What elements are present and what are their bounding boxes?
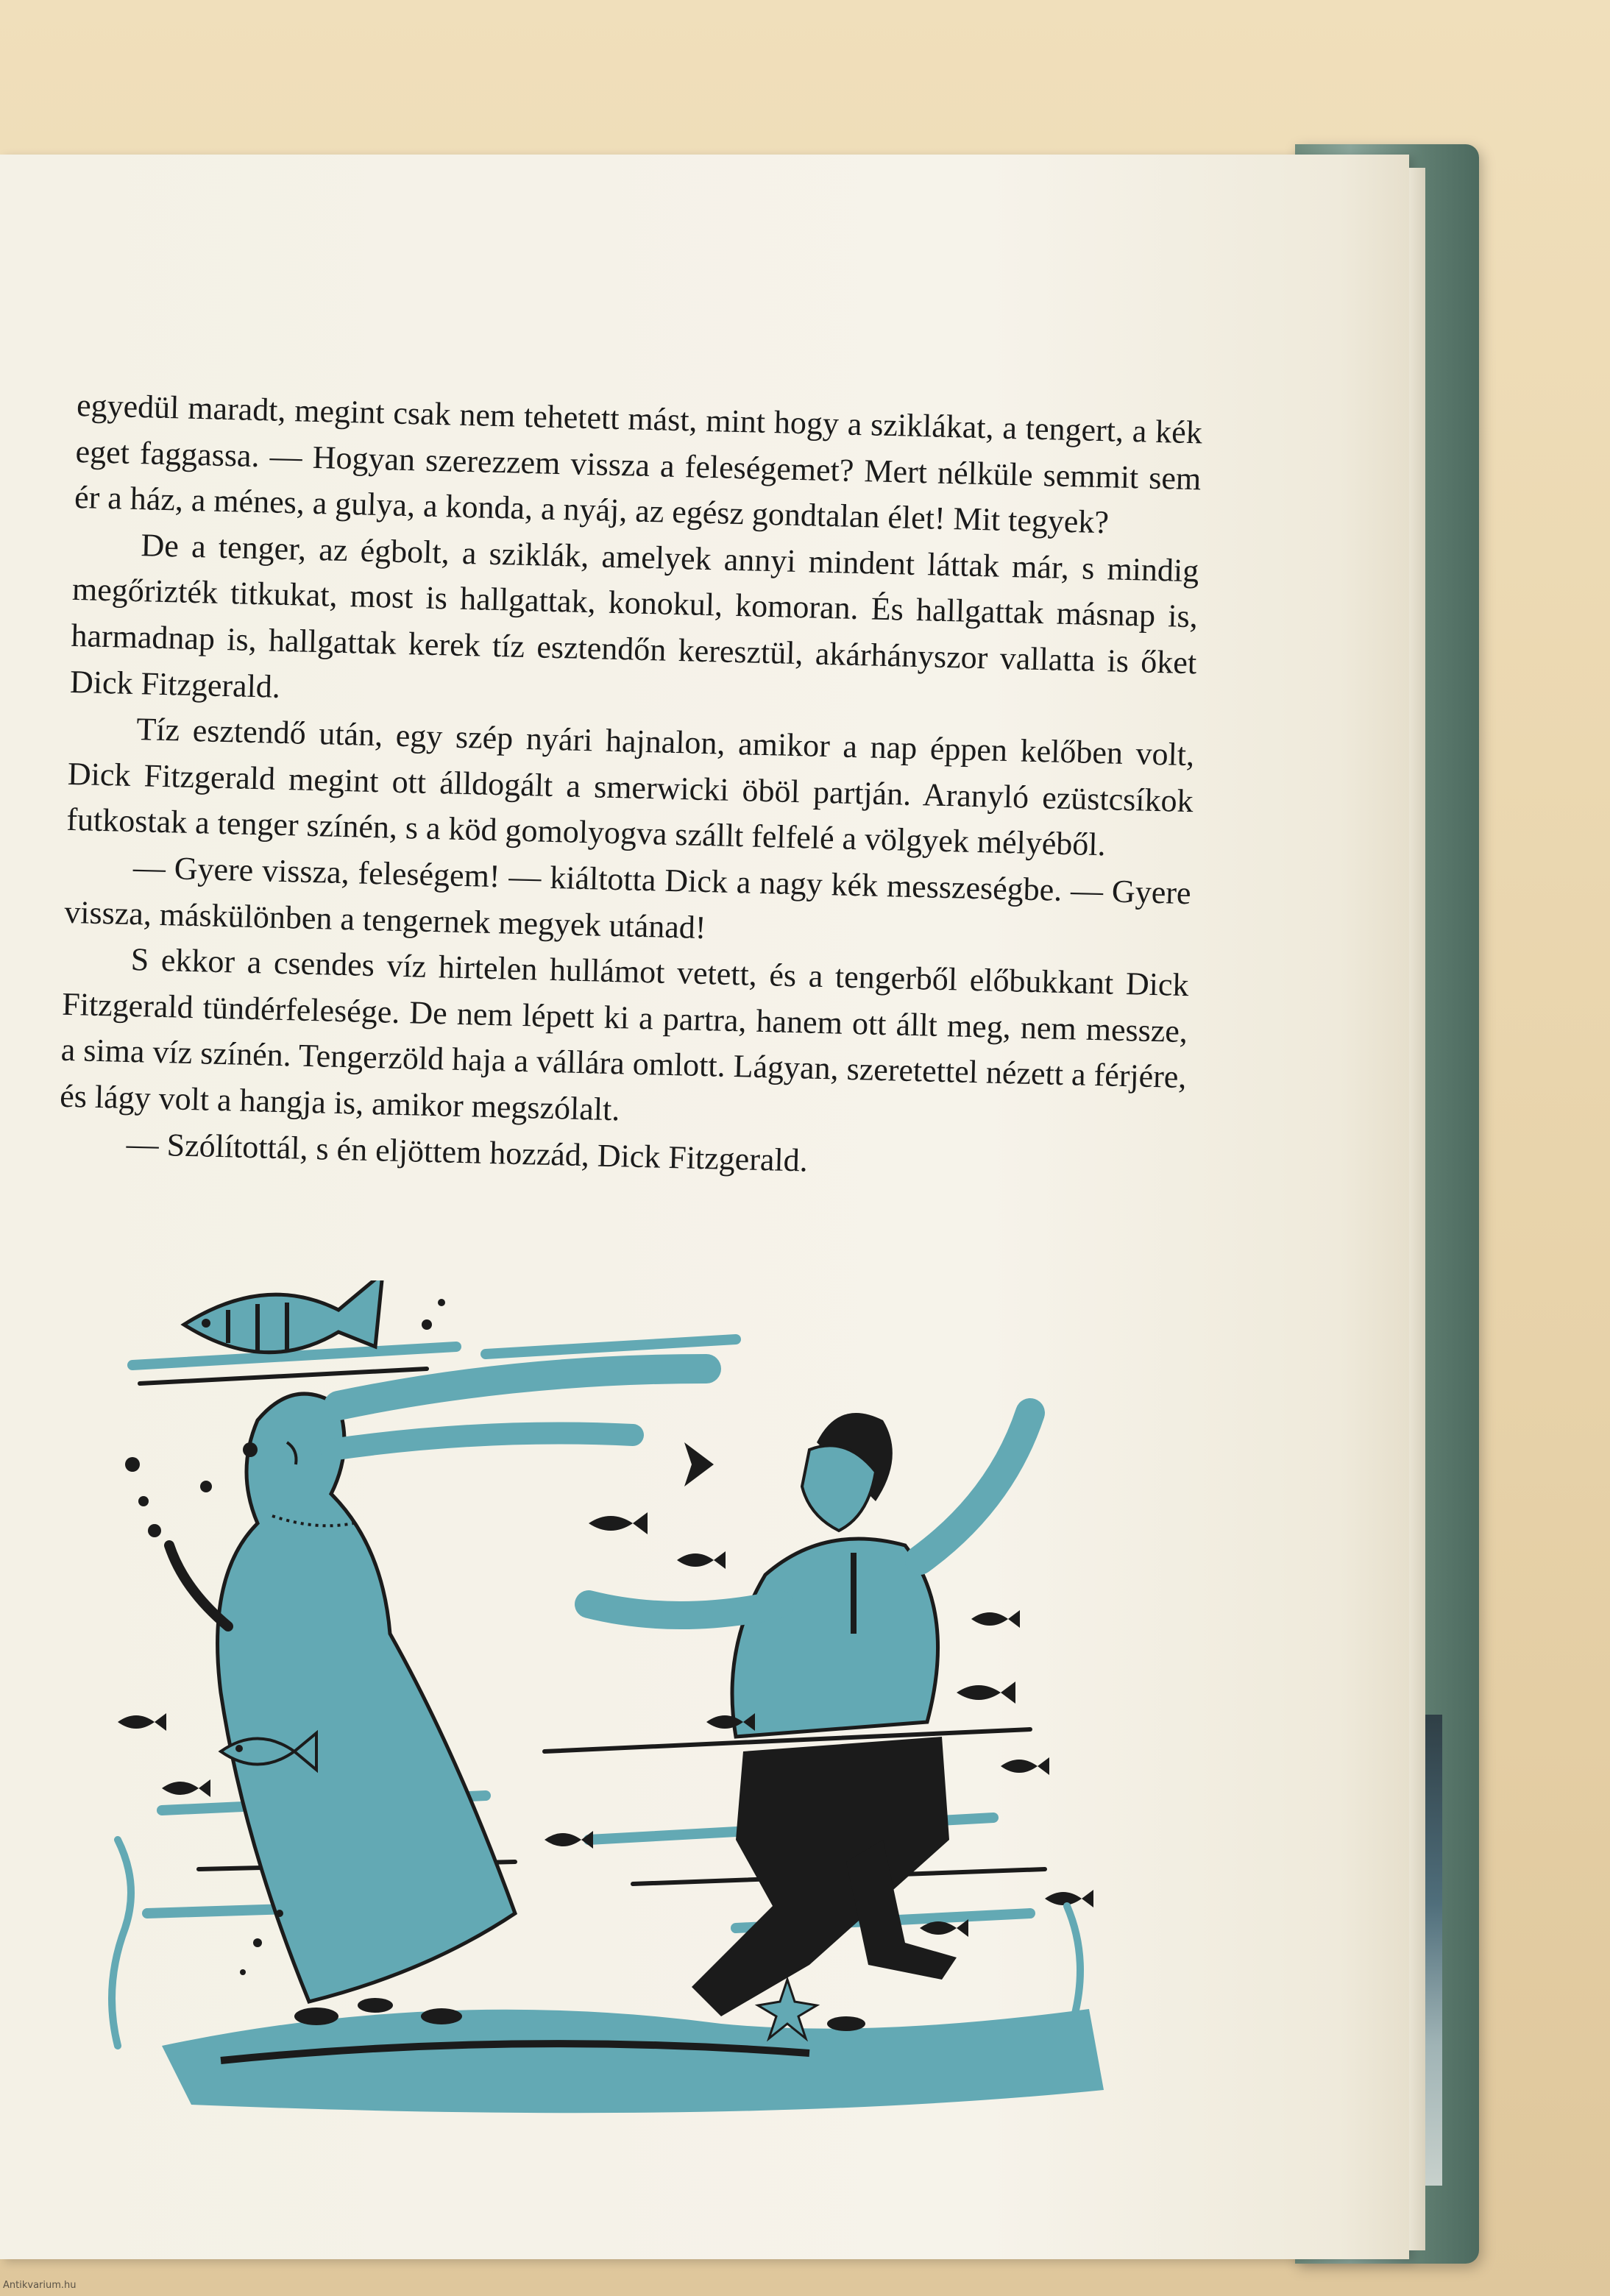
page-text bbox=[58, 383, 1203, 1193]
striped-fish bbox=[184, 1280, 383, 1353]
paragraph-1: egyedül maradt, megint csak nem tehetett mást, mint hogy a sziklákat, a tengert, a kék eget faggassa. — Hogyan szerezzem vissza a feleségemet? Mert nélküle semmit sem ér a ház, a ménes, a gulya, a konda, a nyáj, az egész gondtalan élet! Mit tegyek? bbox=[74, 386, 1203, 541]
sea-floor bbox=[162, 1980, 1104, 2113]
paragraph-3: Tíz esztendő után, egy szép nyári hajnalon, amikor a nap éppen kelőben volt, Dick Fitzgerald megint ott álldogált a smerwicki öböl partján. Aranyló ezüstcsíkok futkostak a tenger színén, s a köd gomolyogva szállt felfelé a völgyek mélyéből. bbox=[65, 711, 1195, 863]
watermark: Antikvarium.hu bbox=[3, 2280, 77, 2291]
paragraph-2: De a tenger, az égbolt, a sziklák, amelyek annyi mindent láttak már, s mindig megőrizték titkukat, most is hallgattak, konokul, komoran. És hallgattak másnap is, harmadnap is, hallgattak kerek tíz esztendőn keresztül, akárhányszor vallatta is őket Dick Fitzgerald. bbox=[69, 526, 1199, 705]
paragraph-4: — Gyere vissza, feleségem! — kiáltotta Dick a nagy kék messzeségbe. — Gyere vissza, máskülönben a tengernek megyek utánad! bbox=[63, 848, 1192, 946]
paragraph-6: — Szólítottál, s én eljöttem hozzád, Dick Fitzgerald. bbox=[126, 1125, 809, 1179]
woodcut-illustration bbox=[74, 1280, 1141, 2134]
paragraph-5: S ekkor a csendes víz hirtelen hullámot vetett, és a tengerből előbukkant Dick Fitzgerald tündérfelesége. De nem lépett ki a partra, hanem ott állt meg, nem messze, a sima víz színén. Tengerzöld haja a vállára omlott. Lágyan, szeretettel nézett a férjére, és lágy volt a hangja is, amikor megszólalt. bbox=[59, 941, 1190, 1128]
page-edge bbox=[1409, 168, 1425, 2250]
